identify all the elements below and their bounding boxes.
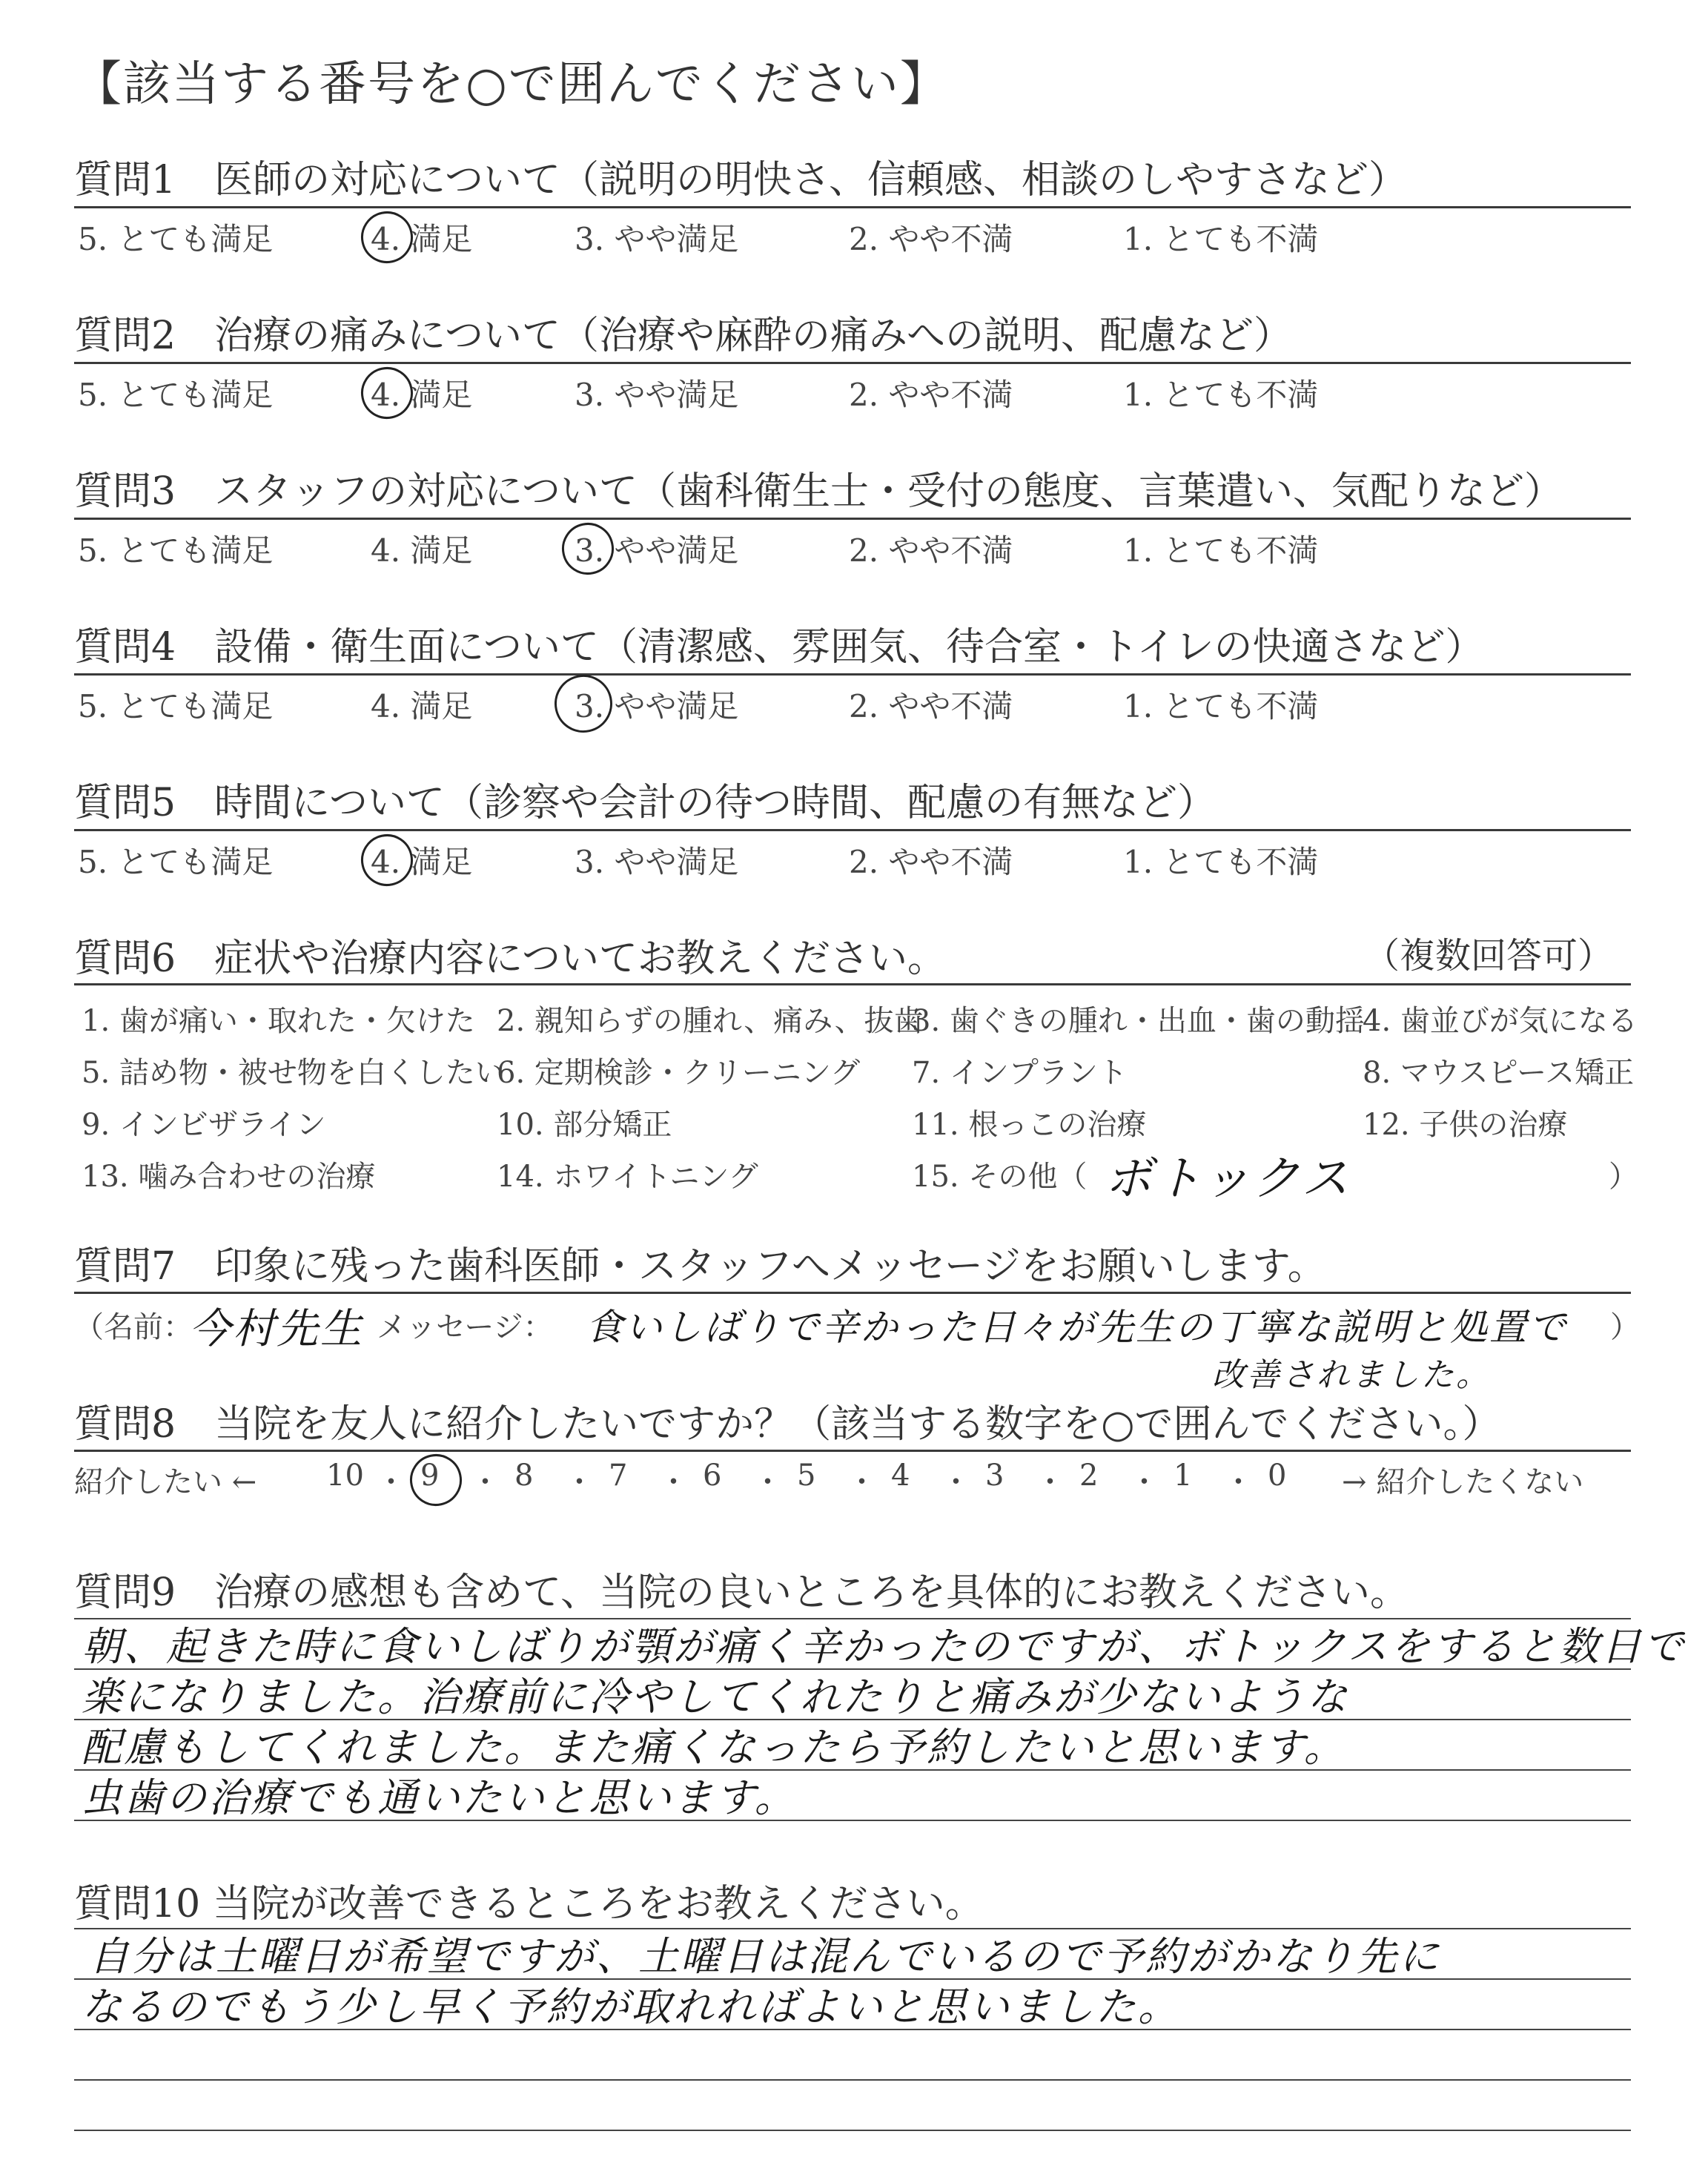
q3-option-2[interactable]: 2. やや不満 [849, 532, 1013, 569]
q6-item[interactable]: 15. その他（ [912, 1160, 1088, 1194]
q8-scale-value[interactable]: 7 [609, 1459, 628, 1493]
q7-message-label: メッセージ： [377, 1310, 553, 1344]
q8-scale-separator: ・ [1223, 1465, 1254, 1499]
q4-option-2[interactable]: 2. やや不満 [849, 688, 1013, 724]
divider [74, 983, 1631, 985]
q8-scale-value[interactable]: 3 [985, 1459, 1004, 1493]
divider [74, 362, 1631, 364]
q4-option-5[interactable]: 5. とても満足 [78, 688, 274, 724]
q2-option-5[interactable]: 5. とても満足 [78, 377, 274, 413]
q2-option-1[interactable]: 1. とても不満 [1123, 377, 1319, 413]
q4-option-3[interactable]: 3. やや満足 [575, 688, 739, 724]
q6-item[interactable]: 9. インビザライン [82, 1108, 326, 1142]
question-8-title: 質問8 当院を友人に紹介したいですか？（該当する数字を○で囲んでください。） [74, 1402, 1501, 1447]
q6-item[interactable]: 5. 詰め物・被せ物を白くしたい [82, 1056, 505, 1090]
q8-scale-value[interactable]: 9 [420, 1459, 440, 1493]
q9-answer-line[interactable]: 虫歯の治療でも通いたいと思います。 [82, 1774, 797, 1821]
q8-scale [326, 1459, 1320, 1500]
question-3-title: 質問3 スタッフの対応について（歯科衛生士・受付の態度、言葉遣い、気配りなど） [74, 469, 1563, 514]
q6-item[interactable]: 14. ホワイトニング [497, 1160, 758, 1194]
question-9-title: 質問9 治療の感想も含めて、当院の良いところを具体的にお教えください。 [74, 1571, 1409, 1615]
q8-scale-value[interactable]: 8 [514, 1459, 534, 1493]
q10-answer-line[interactable]: なるのでもう少し早く予約が取れればよいと思いました。 [82, 1984, 1180, 2030]
question-2-title: 質問2 治療の痛みについて（治療や麻酔の痛みへの説明、配慮など） [74, 314, 1293, 358]
q3-option-4[interactable]: 4. 満足 [371, 532, 473, 569]
q8-scale-value[interactable]: 10 [326, 1459, 364, 1493]
page-title: 【該当する番号を○で囲んでください】 [74, 57, 949, 112]
q7-message-line2[interactable]: 改善されました。 [1212, 1356, 1491, 1394]
q4-option-1[interactable]: 1. とても不満 [1123, 688, 1319, 724]
q8-scale-separator: ・ [470, 1465, 500, 1499]
q6-item[interactable]: 1. 歯が痛い・取れた・欠けた [82, 1004, 475, 1038]
q8-selection-circle [405, 1449, 466, 1510]
q2-option-2[interactable]: 2. やや不満 [849, 377, 1013, 413]
q5-option-5[interactable]: 5. とても満足 [78, 844, 274, 880]
question-6-title: 質問6 症状や治療内容についてお教えください。 [74, 937, 947, 981]
divider [74, 206, 1631, 208]
question-4-title: 質問4 設備・衛生面について（清潔感、雰囲気、待合室・トイレの快適さなど） [74, 625, 1484, 670]
q1-option-1[interactable]: 1. とても不満 [1123, 221, 1319, 257]
q9-answer-line[interactable]: 楽になりました。治療前に冷やしてくれたりと痛みが少ないような [82, 1674, 1349, 1720]
q9-answer-line[interactable]: 配慮もしてくれました。また痛くなったら予約したいと思います。 [82, 1724, 1346, 1771]
q8-scale-value[interactable]: 1 [1174, 1459, 1193, 1493]
divider [74, 673, 1631, 676]
question-10-title: 質問10 当院が改善できるところをお教えください。 [74, 1882, 984, 1926]
divider [74, 829, 1631, 831]
q8-scale-separator: ・ [941, 1465, 971, 1499]
q8-scale-value[interactable]: 2 [1079, 1459, 1099, 1493]
q7-name-value[interactable]: 今村先生 [189, 1305, 364, 1353]
q6-item[interactable]: 13. 噛み合わせの治療 [82, 1160, 376, 1194]
q6-item[interactable]: 7. インプラント [912, 1056, 1128, 1090]
q6-item[interactable]: 6. 定期検診・クリーニング [497, 1056, 861, 1090]
answer-line [74, 2079, 1631, 2081]
q2-option-3[interactable]: 3. やや満足 [575, 377, 739, 413]
q8-scale-separator: ・ [658, 1465, 689, 1499]
q6-item[interactable]: 10. 部分矯正 [497, 1108, 672, 1142]
q6-item[interactable]: 2. 親知らずの腫れ、痛み、抜歯 [497, 1004, 924, 1038]
q5-option-2[interactable]: 2. やや不満 [849, 844, 1013, 880]
q8-scale-value[interactable]: 6 [703, 1459, 722, 1493]
answer-line [74, 2130, 1631, 2131]
q1-option-3[interactable]: 3. やや満足 [575, 221, 739, 257]
question-7-title: 質問7 印象に残った歯科医師・スタッフへメッセージをお願いします。 [74, 1244, 1326, 1289]
q8-scale-separator: ・ [376, 1465, 406, 1499]
q5-option-3[interactable]: 3. やや満足 [575, 844, 739, 880]
q7-message-line1[interactable]: 食いしばりで辛かった日々が先生の丁寧な説明と処置で [586, 1306, 1568, 1349]
q8-scale-value[interactable]: 0 [1268, 1459, 1287, 1493]
q10-answer-line[interactable]: 自分は土曜日が希望ですが、土曜日は混んでいるので予約がかなり先に [89, 1933, 1441, 1980]
q6-item[interactable]: 3. 歯ぐきの腫れ・出血・歯の動揺 [912, 1004, 1365, 1038]
q6-note: （複数回答可） [1364, 935, 1614, 977]
q3-option-5[interactable]: 5. とても満足 [78, 532, 274, 569]
q7-close: ） [1610, 1310, 1640, 1344]
q5-option-4[interactable]: 4. 満足 [371, 844, 473, 880]
q2-option-4[interactable]: 4. 満足 [371, 377, 473, 413]
q8-scale-value[interactable]: 4 [891, 1459, 910, 1493]
q3-option-3[interactable]: 3. やや満足 [575, 532, 739, 569]
q8-scale-separator: ・ [1035, 1465, 1065, 1499]
q4-option-4[interactable]: 4. 満足 [371, 688, 473, 724]
q1-option-2[interactable]: 2. やや不満 [849, 221, 1013, 257]
q8-scale-separator: ・ [1129, 1465, 1159, 1499]
q7-name-label: （名前： [74, 1310, 193, 1344]
q6-other-close: ） [1609, 1160, 1638, 1194]
q6-item[interactable]: 12. 子供の治療 [1363, 1108, 1568, 1142]
q1-option-4[interactable]: 4. 満足 [371, 221, 473, 257]
q6-item[interactable]: 8. マウスピース矯正 [1363, 1056, 1635, 1090]
q8-scale-separator: ・ [564, 1465, 595, 1499]
q4-selection-circle [549, 670, 618, 739]
divider [74, 1292, 1631, 1294]
q8-right-label: → 紹介したくない [1342, 1465, 1584, 1499]
q3-option-1[interactable]: 1. とても不満 [1123, 532, 1319, 569]
q9-answer-line[interactable]: 朝、起きた時に食いしばりが顎が痛く辛かったのですが、ボトックスをすると数日で [82, 1623, 1686, 1670]
q6-other-answer[interactable]: ボトックス [1105, 1152, 1351, 1206]
question-5-title: 質問5 時間について（診察や会計の待つ時間、配慮の有無など） [74, 781, 1217, 825]
q6-item[interactable]: 11. 根っこの治療 [912, 1108, 1147, 1142]
q8-scale-value[interactable]: 5 [797, 1459, 816, 1493]
q6-item[interactable]: 4. 歯並びが気になる [1363, 1004, 1638, 1038]
q5-option-1[interactable]: 1. とても不満 [1123, 844, 1319, 880]
q8-left-label: 紹介したい ← [74, 1465, 257, 1499]
question-1-title: 質問1 医師の対応について（説明の明快さ、信頼感、相談のしやすさなど） [74, 158, 1407, 202]
q1-option-5[interactable]: 5. とても満足 [78, 221, 274, 257]
divider [74, 518, 1631, 520]
q8-scale-separator: ・ [752, 1465, 783, 1499]
divider [74, 1450, 1631, 1452]
q8-scale-separator: ・ [847, 1465, 877, 1499]
